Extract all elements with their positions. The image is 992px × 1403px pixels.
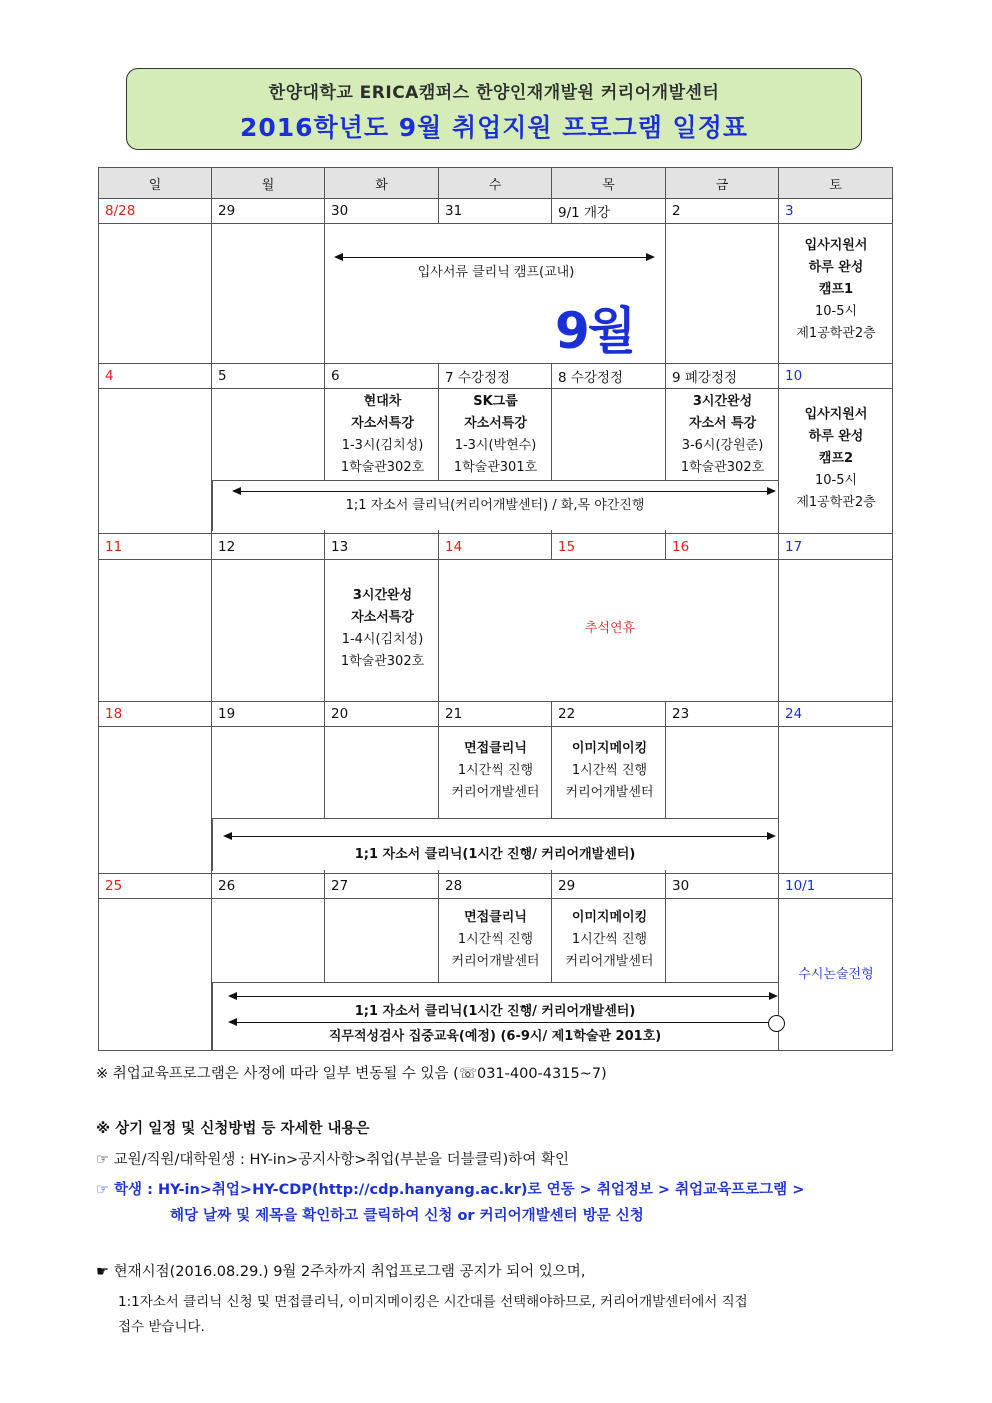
event-title: 현대차 — [363, 394, 402, 409]
event-time: 1-4시(김치성) — [341, 632, 424, 647]
event-title: SK그룹 — [473, 394, 518, 409]
event-subtitle: 자소서 특강 — [688, 416, 757, 431]
divider — [212, 480, 778, 481]
date-cell: 5 — [212, 364, 325, 389]
event-time: 10-5시 — [814, 473, 858, 488]
span-label: 1;1 자소서 클리닉(커리어개발센터) / 화,목 야간진행 — [345, 498, 645, 513]
weekday-sat: 토 — [779, 168, 893, 199]
event-place: 1학술관301호 — [453, 460, 538, 475]
date-cell: 6 — [325, 364, 439, 389]
event-title: 3시간완성 — [352, 588, 413, 603]
page-title: 2016학년도 9월 취업지원 프로그램 일정표 — [239, 113, 749, 142]
date-cell: 18 — [99, 701, 212, 726]
note-line: ☛ 현재시점(2016.08.29.) 9월 2주차까지 취업프로그램 공지가 되어 있으며, — [96, 1264, 586, 1280]
date-cell: 11 — [99, 534, 212, 559]
event-time: 1-3시(김치성) — [341, 438, 424, 453]
divider — [212, 982, 778, 983]
event-title: 입사지원서 — [804, 407, 868, 422]
date-cell: 28 — [439, 873, 552, 898]
weekday-fri: 금 — [666, 168, 779, 199]
event-subtitle: 자소서특강 — [351, 610, 414, 625]
date-cell: 30 — [325, 199, 439, 224]
event-place: 1학술관302호 — [340, 654, 425, 669]
date-cell: 25 — [99, 873, 212, 898]
day-body — [212, 224, 325, 364]
span-label: 직무적성검사 집중교육(예정) (6-9시/ 제1학술관 201호) — [328, 1029, 662, 1044]
day-body — [779, 726, 893, 873]
event-subtitle: 캠프1 — [818, 282, 854, 297]
event-camp1 — [780, 235, 892, 345]
date-cell: 19 — [212, 701, 325, 726]
day-body — [99, 898, 212, 1050]
day-body — [99, 726, 212, 873]
week1-body-row — [99, 224, 893, 364]
date-cell: 23 — [666, 701, 779, 726]
date-cell: 7 수강정정 — [439, 364, 552, 389]
date-cell: 17 — [779, 534, 893, 559]
event-time: 1-3시(박현수) — [454, 438, 537, 453]
week3-date-row — [99, 534, 893, 559]
span-arrow — [225, 836, 774, 837]
event-place: 제1공학관2층 — [796, 326, 876, 341]
event-image — [553, 907, 666, 973]
date-cell: 30 — [666, 873, 779, 898]
event-sk — [439, 391, 552, 479]
event-place: 커리어개발센터 — [565, 785, 654, 800]
date-cell: 10/1 — [779, 873, 893, 898]
event-image — [553, 738, 666, 804]
event-time: 10-5시 — [814, 304, 858, 319]
date-cell: 8 수강정정 — [552, 364, 666, 389]
weekday-tue: 화 — [325, 168, 439, 199]
date-cell: 26 — [212, 873, 325, 898]
weekday-wed: 수 — [439, 168, 552, 199]
header-banner — [126, 68, 862, 150]
span-arrow — [230, 996, 776, 997]
day-body — [666, 224, 779, 364]
event-title: 면접클리닉 — [464, 910, 527, 925]
event-camp2 — [780, 404, 892, 514]
event-time: 1시간씩 진행 — [571, 763, 648, 778]
note-line: ☞ 교원/직원/대학원생 : HY-in>공지사항>취업(부분을 더블클릭)하여 확인 — [96, 1152, 569, 1168]
week4-date-row — [99, 701, 893, 726]
week5-date-row — [99, 873, 893, 898]
date-cell: 29 — [552, 873, 666, 898]
holiday-label: 추석연휴 — [584, 621, 636, 636]
day-body — [779, 559, 893, 701]
date-cell: 12 — [212, 534, 325, 559]
event-title: 면접클리닉 — [464, 741, 527, 756]
date-cell: 22 — [552, 701, 666, 726]
date-cell: 15 — [552, 534, 666, 559]
span-label: 1;1 자소서 클리닉(1시간 진행/ 커리어개발센터) — [354, 847, 636, 862]
weekday-sun: 일 — [99, 168, 212, 199]
weekday-mon: 월 — [212, 168, 325, 199]
event-place: 커리어개발센터 — [565, 954, 654, 969]
note-line: 1:1자소서 클리닉 신청 및 면접클리닉, 이미지메이킹은 시간대를 선택해야하므로, 커리어개발센터에서 직접 — [118, 1294, 748, 1310]
date-cell: 20 — [325, 701, 439, 726]
day-body — [99, 559, 212, 701]
note-line: 접수 받습니다. — [118, 1319, 205, 1335]
span-arrow — [336, 257, 653, 258]
event-time: 1시간씩 진행 — [571, 932, 648, 947]
organization-name: 한양대학교 ERICA캠퍼스 한양인재개발원 커리어개발센터 — [268, 83, 720, 103]
event-title: 이미지메이킹 — [571, 741, 648, 756]
weekday-thu: 목 — [552, 168, 666, 199]
event-title: 3시간완성 — [692, 394, 753, 409]
month-mark: 9월 — [555, 302, 635, 360]
note-line: ☞ 학생 : HY-in>취업>HY-CDP(http://cdp.hanyang.ac.kr)로 연동 > 취업정보 > 취업교육프로그램 > — [96, 1182, 805, 1198]
note-line: ※ 취업교육프로그램은 사정에 따라 일부 변동될 수 있음 (☏031-400-4315~7) — [96, 1066, 607, 1082]
weekday-header-row — [99, 168, 893, 199]
date-cell: 2 — [666, 199, 779, 224]
event-subtitle: 하루 완성 — [808, 429, 864, 444]
event-place: 1학술관302호 — [340, 460, 425, 475]
date-cell: 13 — [325, 534, 439, 559]
event-subtitle: 하루 완성 — [808, 260, 864, 275]
day-body — [99, 224, 212, 364]
span-label: 1;1 자소서 클리닉(1시간 진행/ 커리어개발센터) — [354, 1004, 636, 1019]
event-time: 1시간씩 진행 — [457, 763, 534, 778]
event-place: 커리어개발센터 — [451, 954, 540, 969]
event-subtitle: 캠프2 — [818, 451, 854, 466]
divider — [212, 818, 778, 819]
span-arrow — [234, 491, 774, 492]
span-label: 입사서류 클리닉 캠프(교내) — [417, 265, 575, 280]
event-time: 3-6시(강원준) — [681, 438, 764, 453]
date-cell: 24 — [779, 701, 893, 726]
day-body — [99, 389, 212, 534]
note-line: ※ 상기 일정 및 신청방법 등 자세한 내용은 — [96, 1121, 370, 1137]
event-time: 1시간씩 진행 — [457, 932, 534, 947]
date-cell: 3 — [779, 199, 893, 224]
date-cell: 4 — [99, 364, 212, 389]
event-subtitle: 자소서특강 — [351, 416, 414, 431]
week1-date-row — [99, 199, 893, 224]
event-3hour-tue — [326, 585, 439, 673]
date-cell: 27 — [325, 873, 439, 898]
date-cell: 16 — [666, 534, 779, 559]
event-hyundai — [326, 391, 439, 479]
date-cell: 31 — [439, 199, 552, 224]
week2-date-row — [99, 364, 893, 389]
event-interview — [439, 738, 552, 804]
date-cell: 14 — [439, 534, 552, 559]
event-essay: 수시논술전형 — [798, 967, 874, 982]
day-body — [212, 559, 325, 701]
span-arrow — [230, 1022, 770, 1023]
date-cell: 29 — [212, 199, 325, 224]
date-cell: 8/28 — [99, 199, 212, 224]
event-title: 입사지원서 — [804, 238, 868, 253]
event-place: 1학술관302호 — [680, 460, 765, 475]
event-place: 커리어개발센터 — [451, 785, 540, 800]
event-3hour — [666, 391, 779, 479]
date-cell: 9/1 개강 — [552, 199, 666, 224]
note-line: 해당 날짜 및 제목을 확인하고 클릭하여 신청 or 커리어개발센터 방문 신청 — [170, 1208, 644, 1224]
event-title: 이미지메이킹 — [571, 910, 648, 925]
date-cell: 21 — [439, 701, 552, 726]
event-interview — [439, 907, 552, 973]
date-cell: 9 폐강정정 — [666, 364, 779, 389]
event-place: 제1공학관2층 — [796, 495, 876, 510]
date-cell: 10 — [779, 364, 893, 389]
event-subtitle: 자소서특강 — [464, 416, 527, 431]
